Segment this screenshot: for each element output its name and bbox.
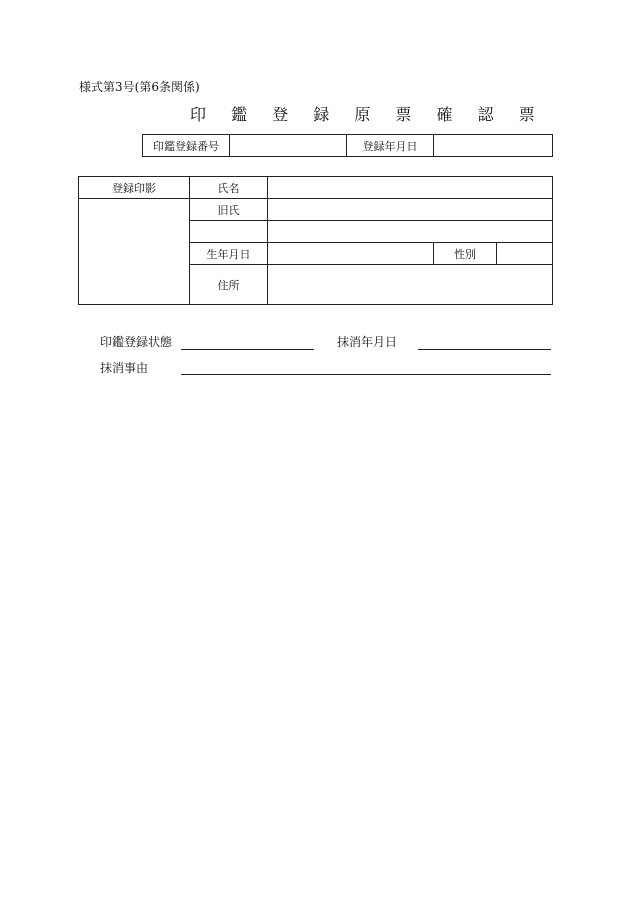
blank-field[interactable] — [268, 221, 553, 243]
address-label: 住所 — [190, 265, 268, 305]
cancellation-reason-label: 抹消事由 — [100, 361, 149, 375]
registration-status-line[interactable] — [181, 349, 314, 350]
name-label: 氏名 — [190, 177, 268, 199]
registration-date-field[interactable] — [434, 135, 553, 157]
birth-date-label: 生年月日 — [190, 243, 268, 265]
gender-field[interactable] — [497, 243, 553, 265]
cancellation-reason-line[interactable] — [181, 374, 551, 375]
page-title: 印 鑑 登 録 原 票 確 認 票 — [190, 105, 545, 124]
registration-date-label: 登録年月日 — [347, 135, 434, 157]
registration-number-label: 印鑑登録番号 — [143, 135, 230, 157]
name-field[interactable] — [268, 177, 553, 199]
address-field[interactable] — [268, 265, 553, 305]
gender-label: 性別 — [434, 243, 497, 265]
former-name-label: 旧氏 — [190, 199, 268, 221]
blank-label-cell — [190, 221, 268, 243]
cancellation-date-line[interactable] — [418, 349, 551, 350]
registration-number-field[interactable] — [230, 135, 347, 157]
form-number: 様式第3号(第6条関係) — [79, 80, 200, 94]
seal-impression-label: 登録印影 — [79, 177, 190, 199]
registration-status-label: 印鑑登録状態 — [100, 335, 173, 349]
registration-info-table — [142, 134, 553, 157]
cancellation-date-label: 抹消年月日 — [337, 335, 398, 349]
former-name-field[interactable] — [268, 199, 553, 221]
birth-date-field[interactable] — [268, 243, 434, 265]
registrant-info-table — [78, 176, 553, 305]
seal-impression-area — [79, 199, 190, 305]
